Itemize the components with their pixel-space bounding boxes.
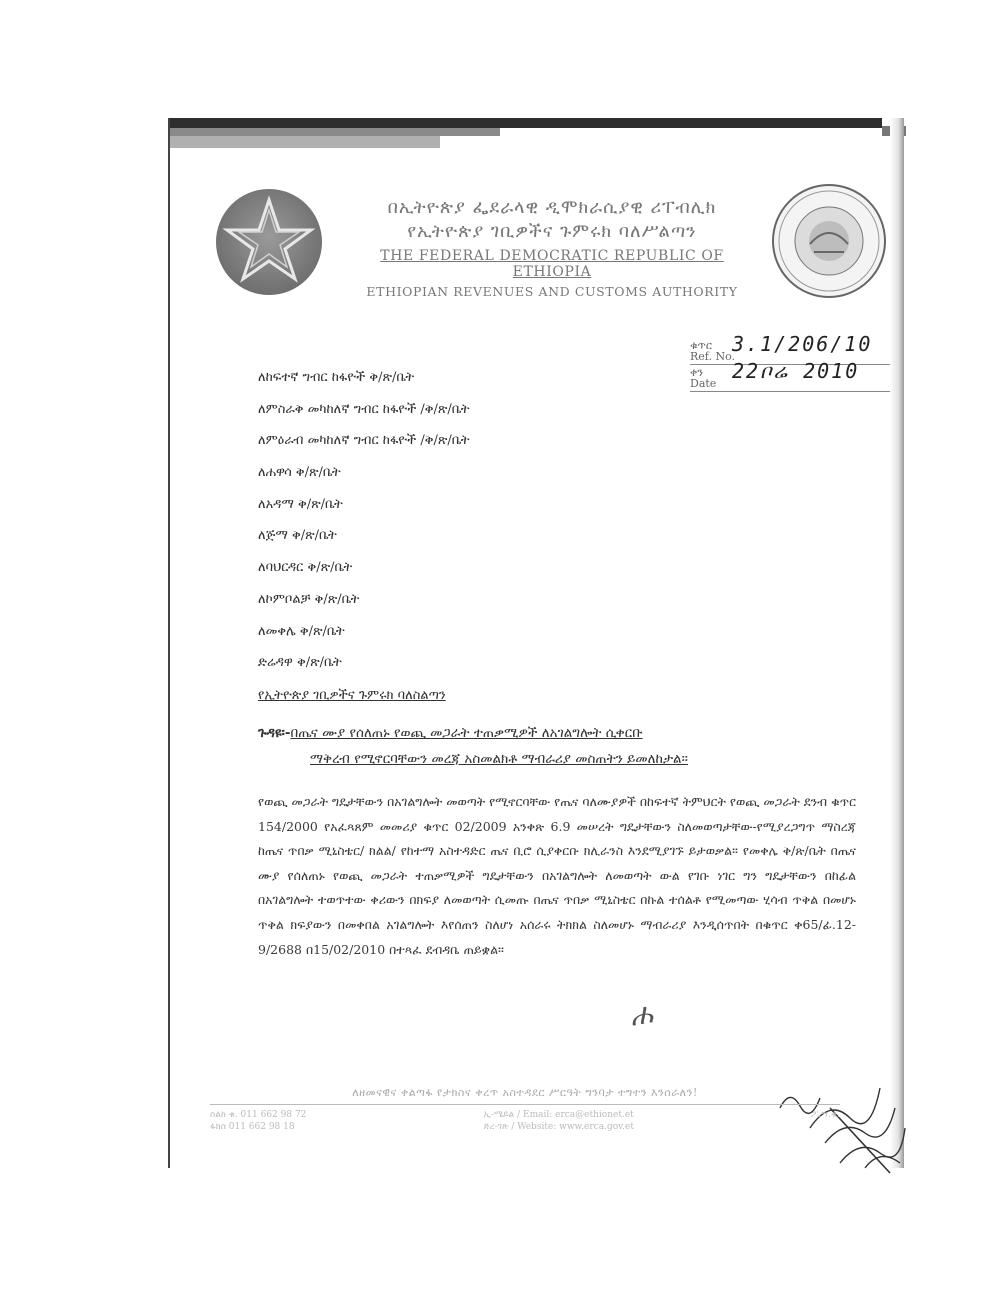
letterhead: [342, 196, 762, 299]
handwritten-initials: ሐ: [627, 996, 656, 1033]
recipient-line: ለመቀሌ ቅ/ጽ/ቤት: [258, 623, 345, 639]
subject-line1: ጉዳዩ፡-በጤና ሙያ የሰለጠኑ የወጪ መጋራት ተጠቃሚዎች ለአገልግሎት ሲቀርቡ: [258, 725, 643, 741]
letter-body: የወጪ መጋራት ግዴታቸውን በአገልግሎት መወጣት የሚኖርባቸው የጤና ባለሙያዎች በከፍተኛ ትምህርት የወጪ መጋራት ደንብ ቁጥር 154/2000 የአፈጻጸም መመሪያ ቁጥር 02/2009 አንቀጽ 6.9 መሠረት ግዴታቸውን ስለመወጣታቸው-የሚያረጋግጥ ማስረጃ ከጤና ጥበቃ ሚኒስቴር/ ክልል/ የከተማ አስተዳድር ጤና ቢሮ ሲያቀርቡ ክሊራንስ እንደሚያገኙ ይታወቃል፡፡ የመቀሌ ቅ/ጽ/ቤት በጤና ሙያ የሰለጠኑ የወጪ መጋራት ተጠቃሚዎች ግዴታቸውን በአገልግሎት ለመወጣት ውል የገቡ ነገር ግን ግዴታቸውን በከፊል በአገልግሎት ተወጥተው ቀሪውን በክፍያ ለመወጣት ሲመጡ በጤና ጥበቃ ሚኒስቴር በኩል ተሰልቶ የሚመጣው ሂሳብ ጥቅል በመሆኑ ጥቅል ክፍያውን በመቀበል አገልግሎት እየሰጠን ስለሆነ አሰራሩ ትክክል ስለመሆኑ ማብራሪያ እንዲሰጥበት በቁጥር ቀ65/ፊ.12-9/2688 በ15/02/2010 በተጻፈ ደብዳቤ ጠይቋል፡፡: [258, 794, 856, 957]
date-value: 22ቦሬ 2010: [732, 359, 860, 383]
recipient-line: ለምስራቅ መካከለኛ ግብር ከፋዮች /ቅ/ጽ/ቤት: [258, 401, 470, 417]
reference-block: [690, 332, 890, 392]
letter-footer: [210, 1086, 840, 1133]
subject-line2: ማቅረብ የሚኖርባቸውን መረጃ አስመልክቶ ማብራሪያ መስጠትን ይመለከታል፡፡: [310, 751, 688, 767]
letterhead-english-line1: THE FEDERAL DEMOCRATIC REPUBLIC OF ETHIOPIA: [380, 248, 724, 280]
recipient-line: ለኮምቦልቻ ቅ/ጽ/ቤት: [258, 591, 360, 607]
footer-col-right: ፖ.ሣ.ቁ.: [811, 1110, 840, 1120]
scan-edge-bar: [170, 128, 500, 136]
subject-label: ጉዳዩ፡-: [258, 725, 291, 741]
recipient-line: ለባህርዳር ቅ/ጽ/ቤት: [258, 560, 353, 576]
recipient-line: ድሬዳዋ ቅ/ጽ/ቤት: [258, 655, 342, 671]
ref-label: ቁጥር Ref. No.: [690, 339, 736, 363]
footer-col-center: ኢ-ሜይል / Email: erca@ethionet.et ድረ-ገጽ / Website: www.erca.gov.et: [483, 1110, 634, 1132]
footer-divider: [210, 1104, 840, 1105]
recipient-line: ለከፍተኛ ግብር ከፋዮች ቅ/ጽ/ቤት: [258, 370, 415, 385]
subject-block: [258, 720, 858, 772]
scan-edge-bar: [170, 118, 882, 128]
national-emblem-icon: [214, 186, 324, 298]
recipient-line: ለጅማ ቅ/ጽ/ቤት: [258, 528, 337, 544]
recipient-line: ለአዳማ ቅ/ጽ/ቤት: [258, 496, 343, 512]
authority-seal-icon: [770, 182, 888, 300]
footer-contacts: [210, 1109, 840, 1133]
footer-motto: ለዘመናዊና ቀልጣፋ የታክስና ቀረጥ አስተዳደር ሥርዓት ግንባታ ተግተን እንሰራለን!: [352, 1086, 698, 1099]
recipient-list: [258, 368, 470, 685]
footer-col-left: ስልክ ቁ. 011 662 98 72 ፋክስ 011 662 98 18: [210, 1110, 307, 1132]
scan-edge-bar: [170, 136, 440, 148]
date-row: [690, 359, 890, 392]
recipient-line: ለምዕራብ መካከለኛ ግብር ከፋዮች /ቅ/ጽ/ቤት: [258, 433, 470, 449]
letter-sheet: [168, 118, 902, 1168]
letterhead-english-line2: ETHIOPIAN REVENUES AND CUSTOMS AUTHORITY: [366, 284, 738, 299]
organization-name: የኢትዮጵያ ገቢዎችና ጉምሩክ ባለስልጣን: [258, 688, 446, 703]
letterhead-amharic-line2: የኢትዮጵያ ገቢዎችና ጉምሩክ ባለሥልጣን: [407, 221, 697, 242]
recipient-line: ለሐዋሳ ቅ/ጽ/ቤት: [258, 465, 341, 481]
date-label: ቀን Date: [690, 366, 717, 390]
scan-edge-shadow: [890, 118, 904, 1168]
ref-number-value: 3.1/206/10: [732, 332, 873, 356]
letterhead-amharic-line1: በኢትዮጵያ ፌደራላዊ ዲሞክራሲያዊ ሪፐብሊክ: [387, 197, 717, 218]
